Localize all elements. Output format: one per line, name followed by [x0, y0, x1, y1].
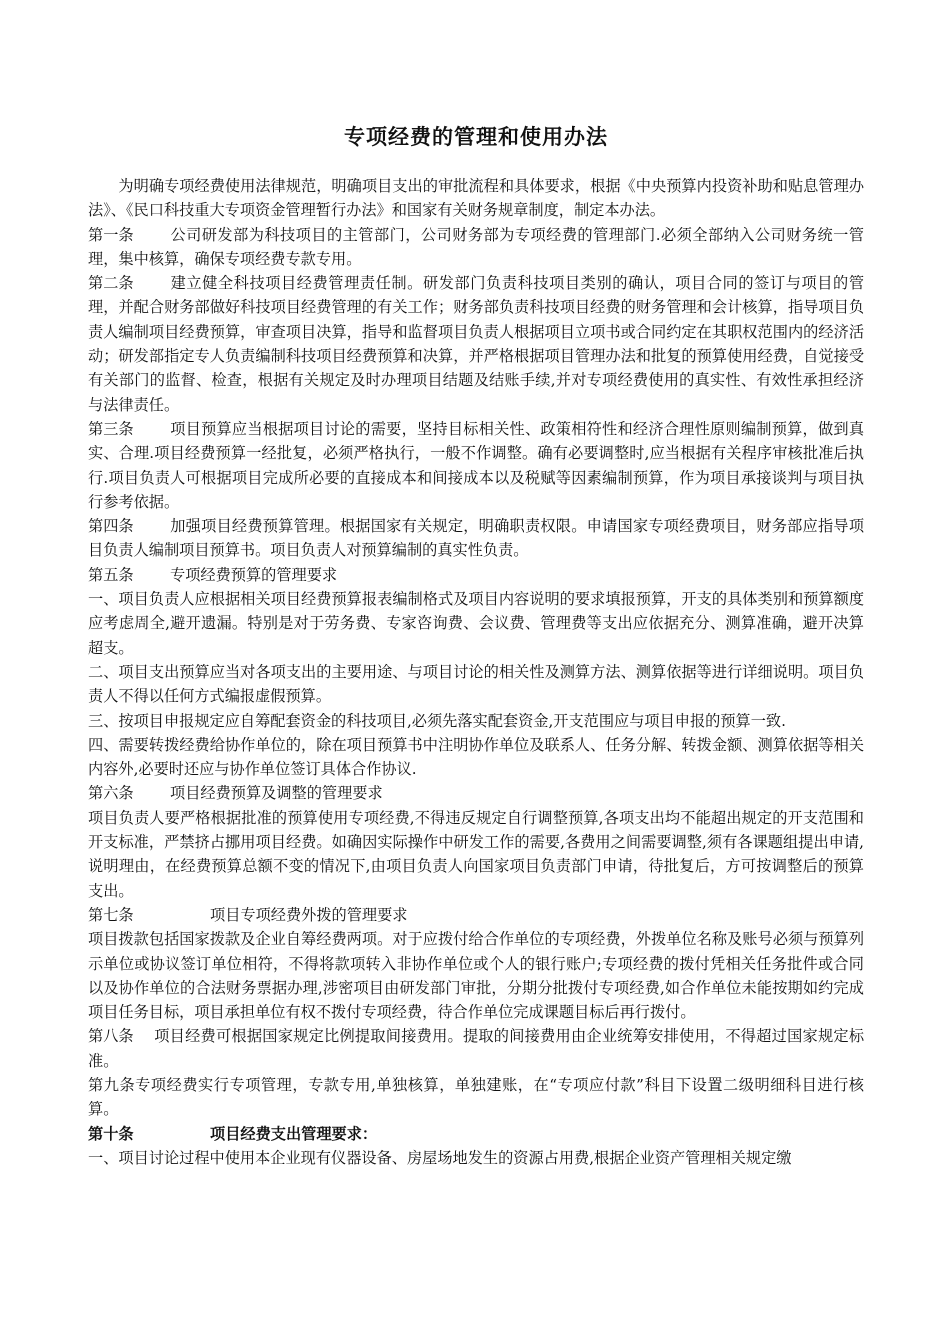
- article-7: [88, 903, 864, 927]
- article-7-heading: 项目专项经费外拨的管理要求: [210, 905, 408, 924]
- intro-paragraph: 为明确专项经费使用法律规范，明确项目支出的审批流程和具体要求，根据《中央预算内投资补助和贴息管理办法》、《民口科技重大专项资金管理暂行办法》和国家有关财务规章制度，制定本办法。: [88, 177, 864, 220]
- article-4: [88, 514, 864, 563]
- article-5-item-1: 一、项目负责人应根据相关项目经费预算报表编制格式及项目内容说明的要求填报预算，开支的具体类别和预算额度应考虑周全,避开遗漏。特别是对于劳务费、专家咨询费、会议费、管理费等支出应依据充分、测算准确，避开决算超支。: [88, 590, 864, 657]
- article-4-text: 加强项目经费预算管理。根据国家有关规定，明确职责权限。申请国家专项经费项目，财务部应指导项目负责人编制项目预算书。项目负责人对预算编制的真实性负责。: [88, 517, 864, 560]
- article-10-number: 第十条: [88, 1124, 134, 1143]
- article-5-item-4: 四、需要转拨经费给协作单位的，除在项目预算书中注明协作单位及联系人、任务分解、转拨金额、测算依据等相关内容外,必要时还应与协作单位签订具体合作协议.: [88, 735, 864, 779]
- article-3-number: 第三条: [88, 419, 134, 438]
- article-2-number: 第二条: [88, 274, 134, 293]
- article-6-body: 项目负责人要严格根据批准的预算使用专项经费,不得违反规定自行调整预算,各项支出均不能超出规定的开支范围和开支标准，严禁挤占挪用项目经费。如确因实际操作中研发工作的需要,各费用之间需要调整,须有各课题组提出申请,说明理由，在经费预算总额不变的情况下,由项目负责人向国家项目负责部门申请，待批复后，方可按调整后的预算支出。: [88, 808, 864, 900]
- article-10-heading: 项目经费支出管理要求：: [210, 1124, 378, 1143]
- article-5-item-2: 二、项目支出预算应当对各项支出的主要用途、与项目讨论的相关性及测算方法、测算依据等进行详细说明。项目负责人不得以任何方式编报虚假预算。: [88, 662, 864, 706]
- article-6-heading: 项目经费预算及调整的管理要求: [170, 784, 383, 803]
- article-8: [88, 1024, 864, 1073]
- article-9: 第九条专项经费实行专项管理，专款专用,单独核算，单独建账，在“专项应付款”科目下设置二级明细科目进行核算。: [88, 1075, 864, 1119]
- article-1-text: 公司研发部为科技项目的主管部门，公司财务部为专项经费的管理部门.必须全部纳入公司财务统一管理，集中核算，确保专项经费专款专用。: [88, 225, 864, 268]
- article-5-heading: 专项经费预算的管理要求: [170, 565, 338, 584]
- article-7-number: 第七条: [88, 905, 134, 924]
- article-8-text: 项目经费可根据国家规定比例提取间接费用。提取的间接费用由企业统筹安排使用，不得超过国家规定标准。: [88, 1027, 864, 1070]
- article-5-number: 第五条: [88, 565, 134, 584]
- article-6: [88, 781, 864, 805]
- article-5-item-3: 三、按项目申报规定应自筹配套资金的科技项目,必须先落实配套资金,开支范围应与项目申报的预算一致.: [88, 711, 786, 730]
- article-2-text: 建立健全科技项目经费管理责任制。研发部门负责科技项目类别的确认，项目合同的签订与项目的管理，并配合财务部做好科技项目经费管理的有关工作；财务部负责科技项目经费的财务管理和会计核算，指导项目负责人编制项目经费预算，审查项目决算，指导和监督项目负责人根据项目立项书或合同约定在其职权范围内的经济活动；研发部指定专人负责编制科技项目经费预算和决算，并严格根据项目管理办法和批复的预算使用经费，自觉接受有关部门的监督、检查，根据有关规定及时办理项目结题及结账手续,并对专项经费使用的真实性、有效性承担经济与法律责任。: [88, 274, 864, 414]
- article-5: [88, 563, 864, 587]
- article-8-number: 第八条: [88, 1027, 134, 1046]
- article-3-text: 项目预算应当根据项目讨论的需要，坚持目标相关性、政策相符性和经济合理性原则编制预算，做到真实、合理.项目经费预算一经批复，必须严格执行，一般不作调整。确有必要调整时,应当根据有关程序审核批准后执行.项目负责人可根据项目完成所必要的直接成本和间接成本以及税赋等因素编制预算，作为项目承接谈判与项目执行参考依据。: [88, 419, 864, 511]
- article-4-number: 第四条: [88, 517, 134, 536]
- article-1-number: 第一条: [88, 225, 134, 244]
- article-1: [88, 223, 864, 272]
- article-6-number: 第六条: [88, 784, 134, 803]
- article-10-item-1: 一、项目讨论过程中使用本企业现有仪器设备、房屋场地发生的资源占用费,根据企业资产管理相关规定缴: [88, 1148, 792, 1167]
- document-title: 专项经费的管理和使用办法: [344, 125, 608, 149]
- article-10: [88, 1122, 864, 1146]
- article-2: [88, 271, 864, 417]
- article-7-body: 项目拨款包括国家拨款及企业自筹经费两项。对于应拨付给合作单位的专项经费，外拨单位名称及账号必须与预算列示单位或协议签订单位相符，不得将款项转入非协作单位或个人的银行账户;专项经费的拨付凭相关任务批件或合同以及协作单位的合法财务票据办理,涉密项目由研发部门审批，分期分批拨付专项经费,如合作单位未能按期如约完成项目任务目标，项目承担单位有权不拨付专项经费，待合作单位完成课题目标后再行拨付。: [88, 930, 864, 1022]
- article-3: [88, 417, 864, 514]
